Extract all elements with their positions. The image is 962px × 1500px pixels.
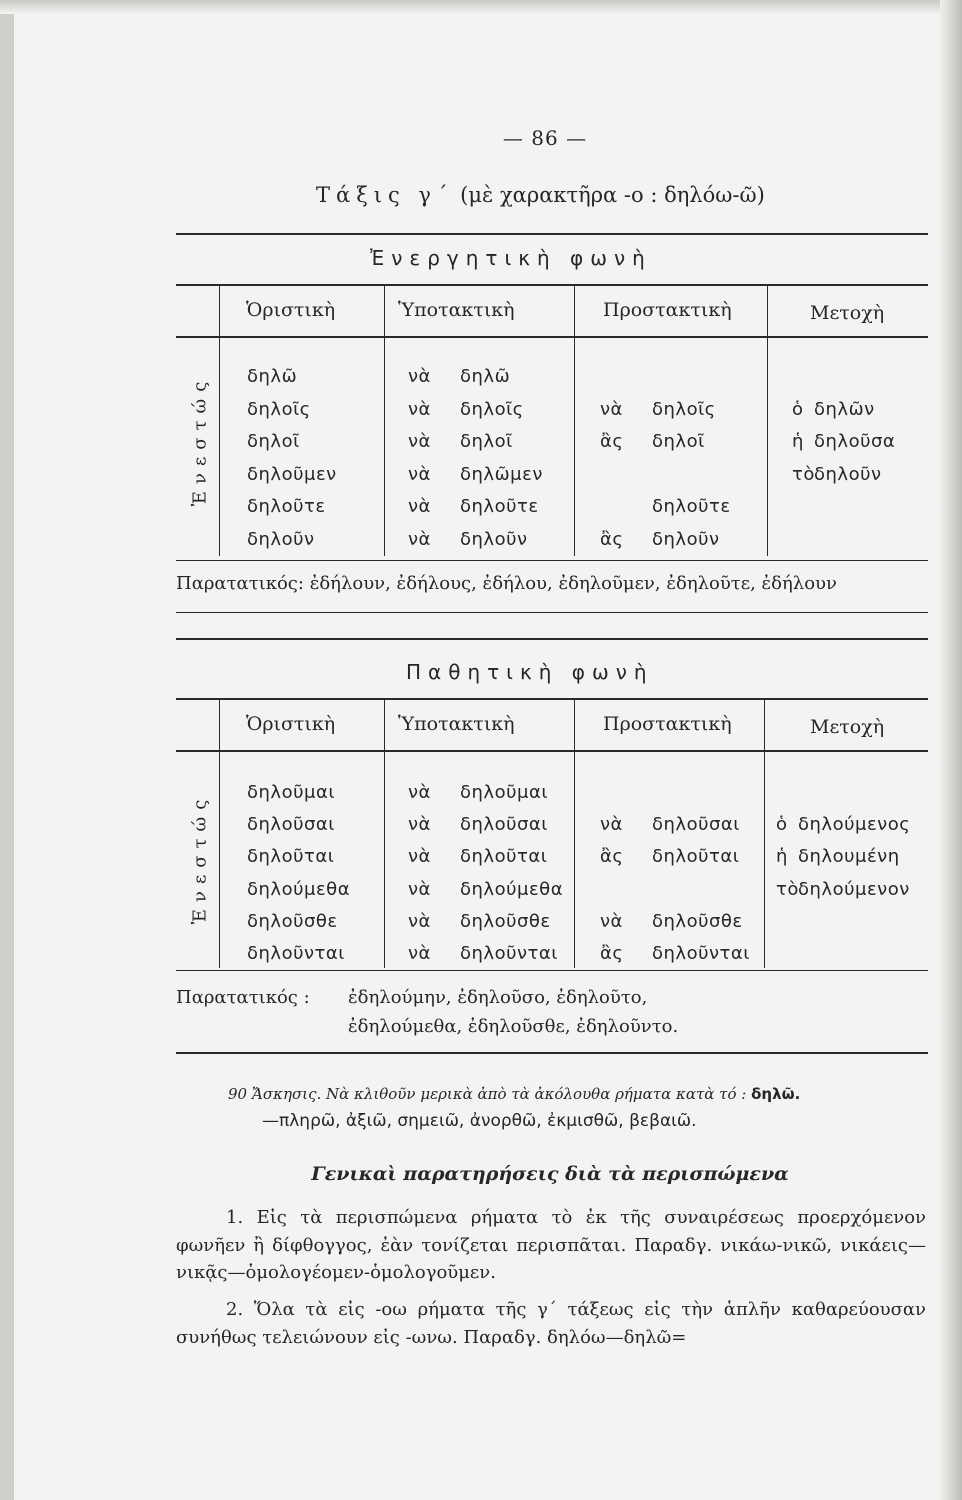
passive-participle-article: ἡ xyxy=(776,846,788,868)
passive-subjunctive-cell xyxy=(408,814,548,835)
passive-subjunctive-form: δηλοῦσαι xyxy=(460,814,548,836)
active-subjunctive-form: δηλοῖς xyxy=(460,398,524,420)
active-bottom-rule xyxy=(176,560,928,561)
active-imperative-form: δηλοῖ xyxy=(652,431,705,452)
passive-imperative-particle: νὰ xyxy=(600,814,623,836)
active-subjunctive-form: δηλῶ xyxy=(460,366,511,387)
active-subjunctive-cell xyxy=(408,529,528,550)
active-imperative-cell xyxy=(600,529,720,550)
passive-participle-cell xyxy=(776,814,910,835)
exercise-verbs: —πληρῶ, ἀξιῶ, σημειῶ, ἀνορθῶ, ἐκμισθῶ, βεβαιῶ. xyxy=(262,1111,697,1131)
active-subjunctive-particle: νὰ xyxy=(408,366,431,387)
active-imperative-form: δηλοῖς xyxy=(652,398,716,420)
class-title-characteristic: (μὲ χαρακτῆρα -ο : δηλόω-ῶ) xyxy=(460,183,765,207)
active-participle-cell xyxy=(792,464,882,485)
passive-imperfect-forms-2: ἐδηλούμεθα, ἐδηλοῦσθε, ἐδηλοῦντο. xyxy=(348,1016,679,1037)
active-header-imperative: Προστακτικὴ xyxy=(603,299,732,321)
active-header-rule xyxy=(176,336,928,338)
passive-divider-3 xyxy=(574,700,575,968)
active-participle-cell xyxy=(792,431,895,452)
active-subjunctive-particle: νὰ xyxy=(408,496,431,517)
passive-title-rule xyxy=(176,698,928,700)
passive-subjunctive-cell xyxy=(408,879,563,900)
active-header-subjunctive: Ὑποτακτικὴ xyxy=(398,299,515,321)
active-voice-title: Ἐνεργητικὴ φωνὴ xyxy=(370,246,652,270)
exercise-instruction: Ἄσκησις. Νὰ κλιθοῦν μερικὰ ἀπὸ τὰ ἀκόλουθα ρήματα κατὰ τό : xyxy=(251,1085,747,1103)
passive-divider-4 xyxy=(764,700,765,968)
active-imperative-particle: νὰ xyxy=(600,398,623,420)
general-paragraph-2: 2. Ὅλα τὰ εἰς -οω ρήματα τῆς γ΄ τάξεως εἰς τὴν ἁπλῆν καθαρεύουσαν συνήθως τελειώνουν εἰς -ωνω. Παραδγ. δηλόω—δηλῶ= xyxy=(176,1299,926,1348)
active-imperative-particle: ἂς xyxy=(600,431,624,452)
passive-imperative-cell xyxy=(600,911,743,932)
passive-subjunctive-form: δηλοῦνται xyxy=(460,943,558,964)
passive-imperative-particle: νὰ xyxy=(600,910,623,932)
passive-header-subjunctive: Ὑποτακτικὴ xyxy=(398,713,515,735)
passive-participle-form: δηλούμενος xyxy=(798,814,911,836)
active-imperfect-label: Παρατατικός: xyxy=(176,573,304,594)
active-imperative-form: δηλοῦν xyxy=(652,528,720,550)
passive-indicative-form: δηλοῦσαι xyxy=(247,814,335,836)
page-edge-left xyxy=(0,0,14,1500)
active-indicative-form: δηλοῦτε xyxy=(247,496,326,517)
page-number: — 86 — xyxy=(502,126,588,150)
passive-subjunctive-particle: νὰ xyxy=(408,878,431,900)
active-subjunctive-cell xyxy=(408,496,539,517)
passive-imperfect-label: Παρατατικός : xyxy=(176,987,310,1008)
active-participle-form: δηλοῦν xyxy=(814,463,882,485)
passive-bottom-rule xyxy=(176,970,928,971)
exercise-number: 90 xyxy=(228,1085,248,1103)
active-tense-label: Ἐνεστώς xyxy=(189,374,211,507)
active-subjunctive-cell xyxy=(408,431,513,452)
passive-divider-1 xyxy=(219,700,220,968)
active-imperative-form: δηλοῦτε xyxy=(652,496,731,517)
passive-imperative-particle: ἂς xyxy=(600,943,624,964)
active-indicative-form: δηλοῦν xyxy=(247,528,315,550)
passive-imperative-cell xyxy=(600,943,750,964)
page-edge-right xyxy=(940,0,962,1500)
active-subjunctive-form: δηλῶμεν xyxy=(460,463,543,485)
active-subjunctive-form: δηλοῖ xyxy=(460,431,513,452)
passive-subjunctive-cell xyxy=(408,782,548,803)
passive-indicative-form: δηλοῦσθε xyxy=(247,910,338,932)
exercise-line1 xyxy=(228,1085,800,1103)
general-notes-title: Γενικαὶ παρατηρήσεις διὰ τὰ περισπώμενα xyxy=(311,1163,789,1185)
passive-subjunctive-form: δηλούμεθα xyxy=(460,878,564,900)
passive-subjunctive-particle: νὰ xyxy=(408,846,431,868)
passive-subjunctive-cell xyxy=(408,911,551,932)
active-header-indicative: Ὁριστικὴ xyxy=(246,299,336,321)
active-participle-form: δηλῶν xyxy=(814,398,875,420)
general-paragraph-1: 1. Εἰς τὰ περισπώμενα ρήματα τὸ ἐκ τῆς συναιρέσεως προερχόμενον φωνῆεν ἢ δίφθογγος, ἐὰν τονίζεται περισπᾶται. Παραδγ. νικάω-νικῶ, νικάεις—νικᾷς—ὁμολογέομεν-ὁμολογοῦμεν. xyxy=(176,1207,926,1284)
passive-participle-article: ὁ xyxy=(776,814,788,836)
passive-subjunctive-particle: νὰ xyxy=(408,782,431,803)
passive-indicative-form: δηλούμεθα xyxy=(247,878,351,900)
active-title-rule xyxy=(176,284,928,286)
passive-imperative-form: δηλοῦται xyxy=(652,846,740,868)
active-subjunctive-particle: νὰ xyxy=(408,463,431,485)
passive-subjunctive-form: δηλοῦσθε xyxy=(460,910,551,932)
passive-voice-title: Παθητικὴ φωνὴ xyxy=(406,660,654,684)
passive-imperative-form: δηλοῦνται xyxy=(652,943,750,964)
passive-indicative-form: δηλοῦμαι xyxy=(247,782,335,803)
active-imperfect-forms: ἐδήλουν, ἐδήλους, ἐδήλου, ἐδηλοῦμεν, ἐδηλοῦτε, ἐδήλουν xyxy=(309,573,837,594)
passive-participle-article: τὸ xyxy=(776,878,799,900)
active-participle-article: ὁ xyxy=(792,398,804,420)
active-indicative-form: δηλῶ xyxy=(247,366,298,387)
active-participle-article: τὸ xyxy=(792,463,815,485)
passive-top-rule xyxy=(176,638,928,640)
passive-subjunctive-cell xyxy=(408,943,558,964)
active-participle-cell xyxy=(792,399,875,420)
active-top-rule xyxy=(176,233,928,235)
active-indicative-form: δηλοῖς xyxy=(247,398,311,420)
passive-tense-label: Ἐνεστώς xyxy=(189,792,211,925)
active-header-participle: Μετοχὴ xyxy=(810,302,885,324)
passive-participle-cell xyxy=(776,879,910,900)
active-imperfect xyxy=(176,573,837,594)
active-subjunctive-particle: νὰ xyxy=(408,431,431,452)
passive-indicative-form: δηλοῦνται xyxy=(247,943,345,964)
passive-header-participle: Μετοχὴ xyxy=(810,716,885,738)
passive-subjunctive-particle: νὰ xyxy=(408,814,431,836)
passive-header-rule xyxy=(176,750,928,752)
passive-header-imperative: Προστακτικὴ xyxy=(603,713,732,735)
class-title xyxy=(316,183,765,207)
passive-imperative-cell xyxy=(600,814,740,835)
passive-participle-form: δηλούμενον xyxy=(798,878,910,900)
passive-subjunctive-particle: νὰ xyxy=(408,943,431,964)
passive-imperative-cell xyxy=(600,846,739,867)
active-imperfect-rule xyxy=(176,612,928,613)
passive-header-indicative: Ὁριστικὴ xyxy=(246,713,336,735)
passive-indicative-form: δηλοῦται xyxy=(247,846,335,868)
passive-subjunctive-form: δηλοῦται xyxy=(460,846,548,868)
active-subjunctive-particle: νὰ xyxy=(408,398,431,420)
active-imperative-cell xyxy=(600,431,705,452)
active-participle-form: δηλοῦσα xyxy=(814,431,896,452)
active-indicative-form: δηλοῖ xyxy=(247,431,300,452)
active-subjunctive-cell xyxy=(408,366,510,387)
active-subjunctive-form: δηλοῦτε xyxy=(460,496,539,517)
active-participle-article: ἡ xyxy=(792,431,804,452)
page-edge-top xyxy=(0,0,962,14)
active-imperative-cell xyxy=(600,496,731,517)
active-indicative-form: δηλοῦμεν xyxy=(247,463,337,485)
active-subjunctive-particle: νὰ xyxy=(408,528,431,550)
passive-subjunctive-cell xyxy=(408,846,547,867)
active-subjunctive-cell xyxy=(408,464,543,485)
active-divider-3 xyxy=(574,286,575,556)
passive-subjunctive-particle: νὰ xyxy=(408,910,431,932)
passive-participle-form: δηλουμένη xyxy=(798,846,900,868)
active-subjunctive-form: δηλοῦν xyxy=(460,528,528,550)
active-divider-1 xyxy=(219,286,220,556)
active-divider-4 xyxy=(767,286,768,556)
passive-imperative-particle: ἂς xyxy=(600,846,624,868)
passive-divider-2 xyxy=(384,700,385,968)
passive-imperfect-rule xyxy=(176,1052,928,1054)
exercise-model-verb: δηλῶ. xyxy=(751,1085,801,1103)
class-title-name: Τάξις γ΄ xyxy=(316,183,454,207)
passive-imperative-form: δηλοῦσαι xyxy=(652,814,740,836)
active-imperative-cell xyxy=(600,399,716,420)
passive-subjunctive-form: δηλοῦμαι xyxy=(460,782,548,803)
passive-imperfect-forms-1: ἐδηλούμην, ἐδηλοῦσο, ἐδηλοῦτο, xyxy=(348,987,648,1008)
active-subjunctive-cell xyxy=(408,399,524,420)
passive-imperfect-line1 xyxy=(176,987,647,1008)
active-divider-2 xyxy=(384,286,385,556)
passive-participle-cell xyxy=(776,846,900,867)
passive-imperative-form: δηλοῦσθε xyxy=(652,910,743,932)
active-imperative-particle: ἂς xyxy=(600,528,624,550)
